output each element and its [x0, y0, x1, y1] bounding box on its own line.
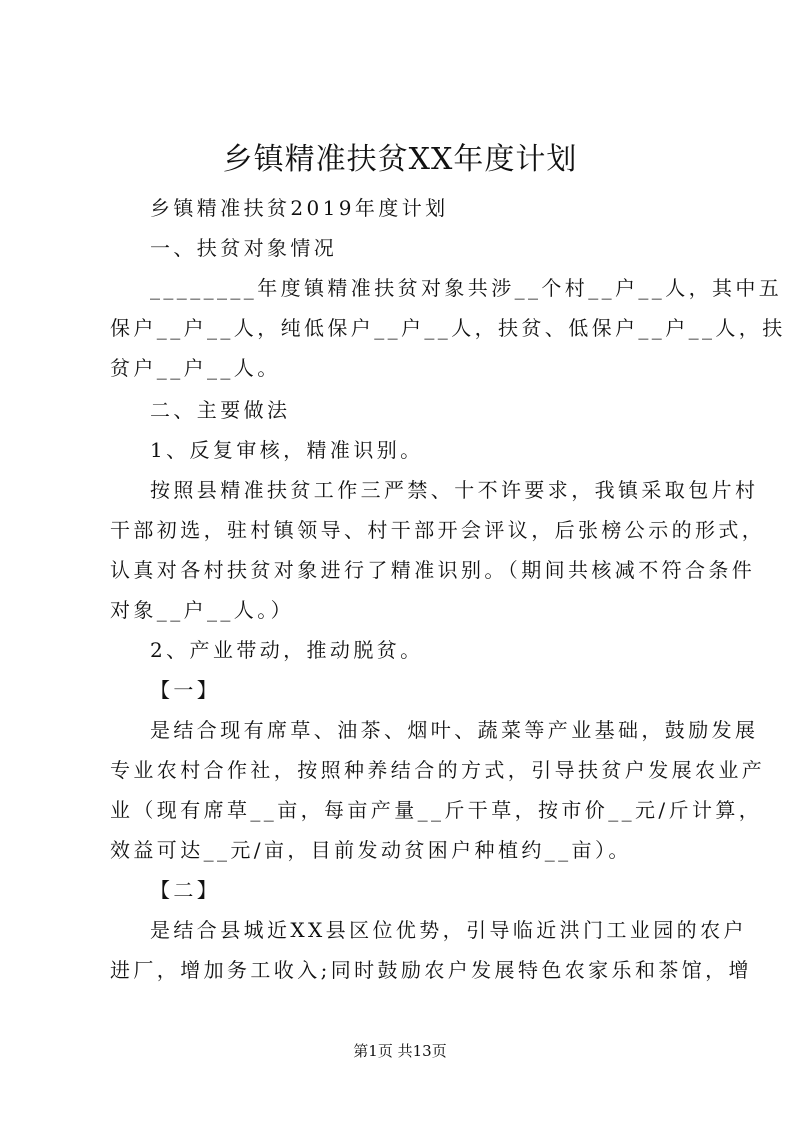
paragraph-line: 专业农村合作社，按照种养结合的方式，引导扶贫户发展农业产 [110, 758, 766, 782]
subsection-heading-1: 1、反复审核，精准识别。 [150, 438, 424, 462]
paragraph-line: 效益可达__元/亩，目前发动贫困户种植约__亩）。 [110, 838, 632, 862]
document-title: 乡镇精准扶贫XX年度计划 [222, 142, 578, 177]
paragraph-line: 是结合现有席草、油茶、烟叶、蔬菜等产业基础，鼓励发展 [150, 718, 759, 742]
paragraph-line: 保户__户__人，纯低保户__户__人，扶贫、低保户__户__人，扶 [110, 316, 786, 340]
paragraph-line: 是结合县城近XX县区位优势，引导临近洪门工业园的农户 [150, 918, 747, 942]
subtitle-line: 乡镇精准扶贫2019年度计划 [150, 196, 449, 220]
paragraph-line: 对象__户__人。） [110, 598, 294, 622]
bracket-heading-1: 【一】 [150, 678, 221, 702]
paragraph-line: 认真对各村扶贫对象进行了精准识别。（期间共核减不符合条件 [110, 558, 756, 582]
page-number-footer: 第1页 共13页 [353, 1042, 447, 1060]
paragraph-line: 进厂，增加务工收入;同时鼓励农户发展特色农家乐和茶馆，增 [110, 958, 752, 982]
paragraph-line: ________年度镇精准扶贫对象共涉__个村__户__人，其中五 [150, 276, 783, 300]
paragraph-line: 按照县精准扶贫工作三严禁、十不许要求，我镇采取包片村 [150, 478, 759, 502]
paragraph-line: 贫户__户__人。 [110, 356, 281, 380]
section-heading-2: 二、主要做法 [150, 398, 291, 422]
paragraph-line: 干部初选，驻村镇领导、村干部开会评议，后张榜公示的形式， [110, 518, 766, 542]
section-heading-1: 一、扶贫对象情况 [150, 236, 338, 260]
subsection-heading-2: 2、产业带动，推动脱贫。 [150, 638, 424, 662]
paragraph-line: 业（现有席草__亩，每亩产量__斤干草，按市价__元/斤计算， [110, 798, 763, 822]
bracket-heading-2: 【二】 [150, 878, 221, 902]
